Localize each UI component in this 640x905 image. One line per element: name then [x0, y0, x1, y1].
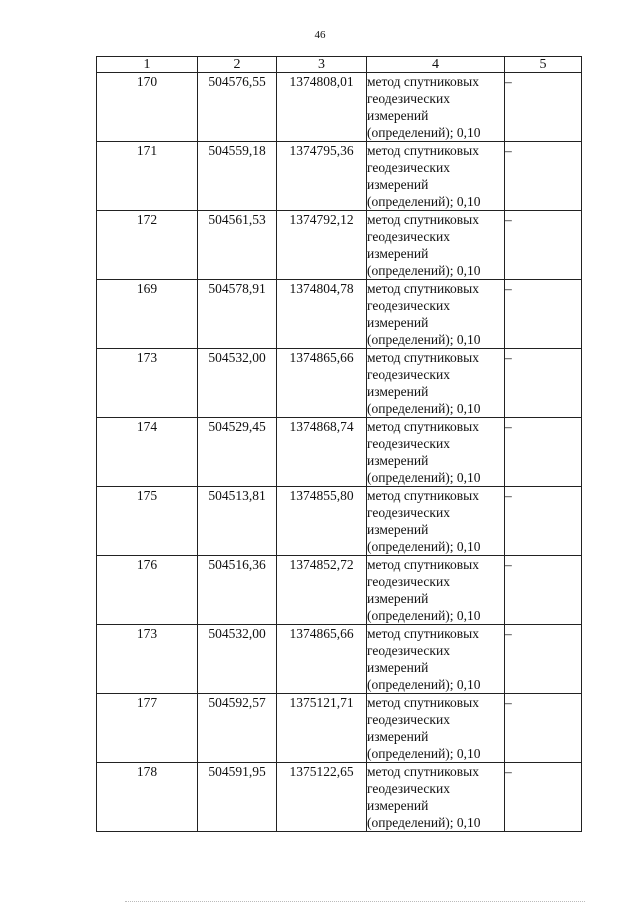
point-number-cell: 173	[97, 349, 198, 418]
note-cell: –	[505, 556, 582, 625]
method-cell: метод спутниковых геодезических измерений (определений); 0,10	[367, 487, 505, 556]
table-row	[97, 211, 582, 280]
x-coordinate-cell: 504532,00	[198, 625, 277, 694]
method-cell: метод спутниковых геодезических измерений (определений); 0,10	[367, 211, 505, 280]
method-cell: метод спутниковых геодезических измерений (определений); 0,10	[367, 349, 505, 418]
table-row	[97, 556, 582, 625]
coordinates-table	[96, 56, 582, 832]
table-row	[97, 73, 582, 142]
table-row	[97, 625, 582, 694]
method-cell: метод спутниковых геодезических измерений (определений); 0,10	[367, 73, 505, 142]
note-cell: –	[505, 73, 582, 142]
scan-artifact-line	[125, 901, 585, 904]
x-coordinate-cell: 504559,18	[198, 142, 277, 211]
y-coordinate-cell: 1374804,78	[277, 280, 367, 349]
x-coordinate-cell: 504578,91	[198, 280, 277, 349]
column-header-1: 1	[97, 57, 198, 73]
method-cell: метод спутниковых геодезических измерений (определений); 0,10	[367, 625, 505, 694]
method-cell: метод спутниковых геодезических измерений (определений); 0,10	[367, 763, 505, 832]
note-cell: –	[505, 142, 582, 211]
point-number-cell: 175	[97, 487, 198, 556]
y-coordinate-cell: 1374808,01	[277, 73, 367, 142]
page-number: 46	[314, 29, 326, 41]
y-coordinate-cell: 1374852,72	[277, 556, 367, 625]
point-number-cell: 174	[97, 418, 198, 487]
y-coordinate-cell: 1374865,66	[277, 625, 367, 694]
note-cell: –	[505, 418, 582, 487]
point-number-cell: 176	[97, 556, 198, 625]
table-row	[97, 142, 582, 211]
point-number-cell: 170	[97, 73, 198, 142]
method-cell: метод спутниковых геодезических измерений (определений); 0,10	[367, 142, 505, 211]
table-row	[97, 280, 582, 349]
note-cell: –	[505, 763, 582, 832]
note-cell: –	[505, 694, 582, 763]
note-cell: –	[505, 280, 582, 349]
y-coordinate-cell: 1374792,12	[277, 211, 367, 280]
x-coordinate-cell: 504576,55	[198, 73, 277, 142]
column-header-4: 4	[367, 57, 505, 73]
point-number-cell: 171	[97, 142, 198, 211]
x-coordinate-cell: 504513,81	[198, 487, 277, 556]
header-row	[97, 57, 582, 73]
y-coordinate-cell: 1375122,65	[277, 763, 367, 832]
point-number-cell: 173	[97, 625, 198, 694]
y-coordinate-cell: 1374795,36	[277, 142, 367, 211]
y-coordinate-cell: 1374855,80	[277, 487, 367, 556]
note-cell: –	[505, 211, 582, 280]
point-number-cell: 172	[97, 211, 198, 280]
table-row	[97, 694, 582, 763]
x-coordinate-cell: 504532,00	[198, 349, 277, 418]
x-coordinate-cell: 504592,57	[198, 694, 277, 763]
point-number-cell: 177	[97, 694, 198, 763]
column-header-5: 5	[505, 57, 582, 73]
y-coordinate-cell: 1375121,71	[277, 694, 367, 763]
note-cell: –	[505, 625, 582, 694]
point-number-cell: 169	[97, 280, 198, 349]
table-row	[97, 418, 582, 487]
x-coordinate-cell: 504591,95	[198, 763, 277, 832]
y-coordinate-cell: 1374865,66	[277, 349, 367, 418]
table-row	[97, 349, 582, 418]
method-cell: метод спутниковых геодезических измерений (определений); 0,10	[367, 694, 505, 763]
x-coordinate-cell: 504516,36	[198, 556, 277, 625]
x-coordinate-cell: 504561,53	[198, 211, 277, 280]
x-coordinate-cell: 504529,45	[198, 418, 277, 487]
method-cell: метод спутниковых геодезических измерений (определений); 0,10	[367, 280, 505, 349]
column-header-2: 2	[198, 57, 277, 73]
method-cell: метод спутниковых геодезических измерений (определений); 0,10	[367, 418, 505, 487]
y-coordinate-cell: 1374868,74	[277, 418, 367, 487]
table-row	[97, 487, 582, 556]
note-cell: –	[505, 487, 582, 556]
table-row	[97, 763, 582, 832]
method-cell: метод спутниковых геодезических измерений (определений); 0,10	[367, 556, 505, 625]
point-number-cell: 178	[97, 763, 198, 832]
column-header-3: 3	[277, 57, 367, 73]
note-cell: –	[505, 349, 582, 418]
